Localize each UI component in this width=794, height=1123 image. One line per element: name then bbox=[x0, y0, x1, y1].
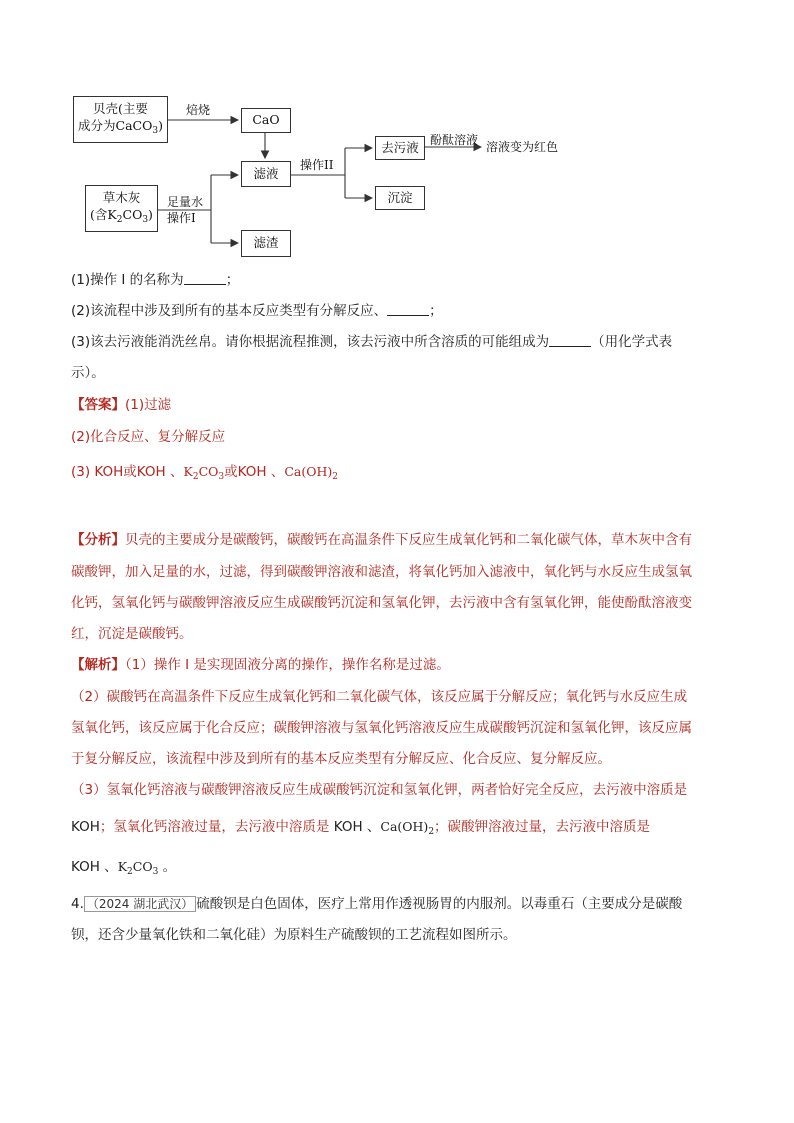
explanation-line-1 bbox=[71, 653, 450, 673]
precipitate-box bbox=[375, 186, 425, 210]
question-4-source: （2024 湖北武汉） bbox=[84, 896, 196, 912]
question-4-line-2: 钡，还含少量氧化铁和二氧化硅）为原料生产硫酸钡的工艺流程如图所示。 bbox=[71, 927, 517, 943]
answer-blank bbox=[184, 272, 226, 285]
explanation-p3-l2: KOH；氢氧化钙溶液过量，去污液中溶质是 KOH 、$Ca(OH)_2$；碳酸钾溶液过量，去污液中溶质是 bbox=[71, 819, 651, 837]
shell-box bbox=[73, 96, 168, 143]
question-1 bbox=[71, 268, 239, 288]
analysis-line-3: 化钙，氢氧化钙与碳酸钾溶液反应生成碳酸钙沉淀和氢氧化钾，去污液中含有氢氧化钾，能使酚酞溶液变 bbox=[71, 595, 692, 611]
question-2-text: (2)该流程中涉及到所有的基本反应类型有分解反应、 bbox=[71, 303, 388, 319]
question-3 bbox=[71, 330, 672, 350]
explanation-p2-l3: 于复分解反应，该流程中涉及到所有的基本反应类型有分解反应、化合反应、复分解反应。 bbox=[71, 751, 611, 767]
phenolphthalein-label: 酚酞溶液 bbox=[430, 133, 479, 147]
question-4-line-1 bbox=[71, 892, 682, 912]
cleaner-box bbox=[375, 136, 425, 160]
answer-tag: 【答案】 bbox=[71, 397, 125, 413]
question-4-number: 4. bbox=[71, 896, 84, 912]
filtrate-label: 滤液 bbox=[253, 165, 279, 181]
answer-1-text: (1)过滤 bbox=[125, 397, 172, 413]
answer-blank bbox=[549, 334, 591, 347]
explanation-p1: （1）操作 I 是实现固液分离的操作，操作名称是过滤。 bbox=[125, 657, 450, 673]
precipitate-label: 沉淀 bbox=[387, 189, 413, 205]
operation-2-label: 操作II bbox=[300, 158, 334, 172]
answer-3: (3) KOH或KOH 、$K_2CO_3$或KOH 、$Ca(OH)_2$ bbox=[71, 464, 338, 482]
analysis-text-1: 贝壳的主要成分是碳酸钙，碳酸钙在高温条件下反应生成氧化钙和二氧化碳气体，草木灰中含有 bbox=[125, 532, 692, 548]
shell-label: 贝壳(主要 成分为CaCO$_3$) bbox=[78, 101, 163, 137]
explanation-p2-l2: 氢氧化钙，该反应属于化合反应；碳酸钾溶液与氢氧化钙溶液反应生成碳酸钙沉淀和氢氧化钾，该反应属 bbox=[71, 720, 692, 736]
analysis-tag: 【分析】 bbox=[71, 532, 125, 548]
filtrate-box bbox=[241, 161, 291, 187]
operation-1-label: 操作I bbox=[167, 211, 196, 225]
question-1-text: (1)操作 I 的名称为 bbox=[71, 272, 184, 288]
ash-box bbox=[85, 185, 158, 232]
ash-label: 草木灰 (含$K_2CO_3$) bbox=[90, 190, 153, 226]
water-label: 足量水 bbox=[167, 195, 204, 209]
question-2 bbox=[71, 299, 443, 319]
question-3-tail: （用化学式表 bbox=[591, 334, 673, 350]
explanation-p2-l1: （2）碳酸钙在高温条件下反应生成氧化钙和二氧化碳气体，该反应属于分解反应；氧化钙与水反应生成 bbox=[71, 689, 688, 705]
question-3-cont: 示）。 bbox=[71, 365, 105, 381]
analysis-line-2: 碳酸钾，加入足量的水，过滤，得到碳酸钾溶液和滤渣，将氧化钙加入滤液中，氧化钙与水反应生成氢氧 bbox=[71, 564, 692, 580]
question-4-text-1: 硫酸钡是白色固体，医疗上常用作透视肠胃的内服剂。以毒重石（主要成分是碳酸 bbox=[196, 896, 683, 912]
residue-label: 滤渣 bbox=[253, 235, 279, 251]
explanation-p3-l3: KOH 、$K_2CO_3$ 。 bbox=[71, 859, 177, 877]
calcine-label: 焙烧 bbox=[186, 103, 211, 117]
cao-box bbox=[241, 108, 291, 133]
explanation-tag: 【解析】 bbox=[71, 657, 125, 673]
semicolon: ； bbox=[225, 272, 240, 288]
semicolon: ； bbox=[429, 303, 443, 319]
analysis-line-4: 红，沉淀是碳酸钙。 bbox=[71, 626, 193, 642]
answer-2: (2)化合反应、复分解反应 bbox=[71, 429, 226, 445]
analysis-line-1 bbox=[71, 528, 692, 548]
result-label: 溶液变为红色 bbox=[486, 140, 559, 154]
cao-label: CaO bbox=[252, 112, 280, 128]
answer-1 bbox=[71, 393, 171, 413]
answer-blank bbox=[387, 303, 429, 316]
residue-box bbox=[241, 230, 291, 257]
question-3-text: (3)该去污液能消洗丝帛。请你根据流程推测，该去污液中所含溶质的可能组成为 bbox=[71, 334, 550, 350]
explanation-p3-l1: （3）氢氧化钙溶液与碳酸钾溶液反应生成碳酸钙沉淀和氢氧化钾，两者恰好完全反应，去污液中溶质是 bbox=[71, 782, 688, 798]
cleaner-label: 去污液 bbox=[381, 139, 419, 155]
